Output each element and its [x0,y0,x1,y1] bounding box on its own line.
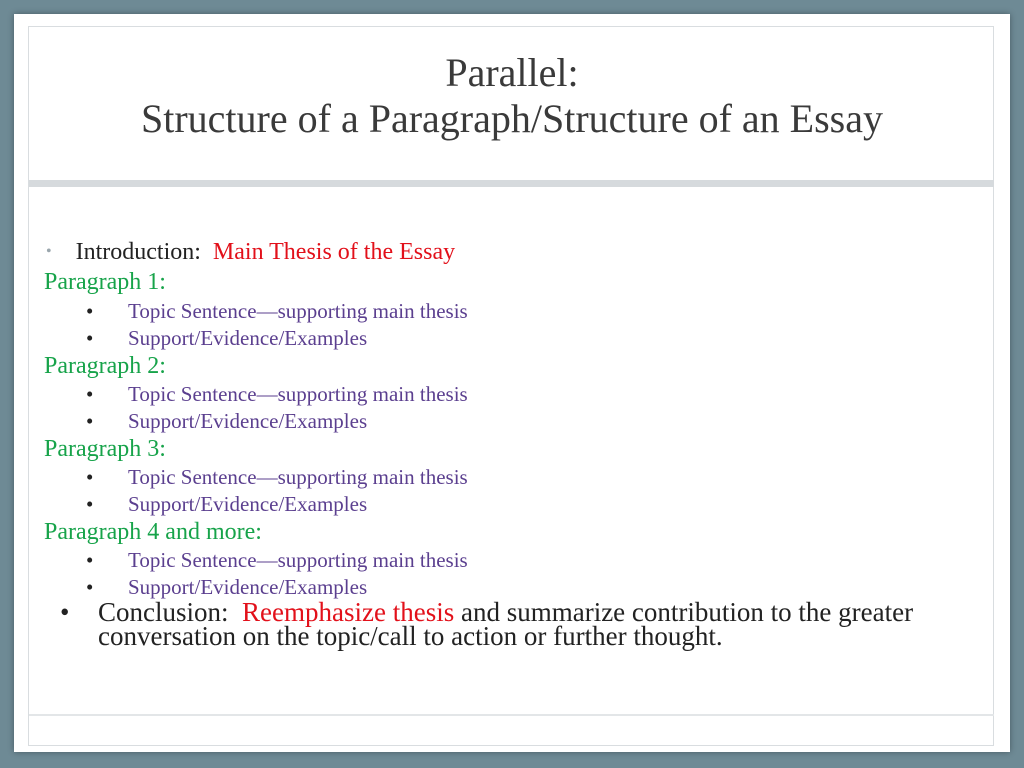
bullet-icon: • [86,548,94,572]
bullet-icon: • [86,409,94,433]
bullet-icon: • [86,492,94,516]
conclusion-text [98,597,970,651]
conclusion-highlight: Reemphasize thesis [242,597,455,627]
list-item-text: Support/Evidence/Examples [128,326,368,350]
paragraph-heading: Paragraph 3: [44,436,166,462]
intro-label: Introduction: [75,239,201,265]
bullet-icon: • [46,243,52,260]
list-item [86,382,468,407]
title-divider [29,180,994,187]
bullet-icon: • [86,575,94,599]
list-item-text: Topic Sentence—supporting main thesis [128,299,468,323]
list-item-text: Topic Sentence—supporting main thesis [128,465,468,489]
paragraph-heading: Paragraph 1: [44,269,166,295]
list-item [86,409,367,434]
list-item-text: Support/Evidence/Examples [128,409,368,433]
bullet-icon: • [86,326,94,350]
list-item [86,299,468,324]
slide-title [0,50,1024,142]
bullet-icon: • [86,465,94,489]
list-item [86,326,367,351]
list-item [86,465,468,490]
list-item [86,548,468,573]
intro-highlight: Main Thesis of the Essay [212,239,456,265]
bullet-icon: • [60,597,70,627]
conclusion-item [60,597,970,651]
list-item-text: Support/Evidence/Examples [128,575,368,599]
title-line-1: Parallel: [445,50,579,95]
list-item [86,492,367,517]
intro-item [46,239,455,266]
list-item-text: Topic Sentence—supporting main thesis [128,548,468,572]
paragraph-heading: Paragraph 2: [44,353,166,379]
title-line-2: Structure of a Paragraph/Structure of an Essay [141,96,883,141]
paragraph-heading: Paragraph 4 and more: [44,519,262,545]
bullet-icon: • [86,299,94,323]
conclusion-rest: and summarize contribution to the greater conversation on the topic/call to action or further thought. [98,597,914,651]
list-item-text: Topic Sentence—supporting main thesis [128,382,468,406]
list-item-text: Support/Evidence/Examples [128,492,368,516]
conclusion-label: Conclusion: [98,597,229,627]
bullet-icon: • [86,382,94,406]
footer-divider [29,714,994,716]
